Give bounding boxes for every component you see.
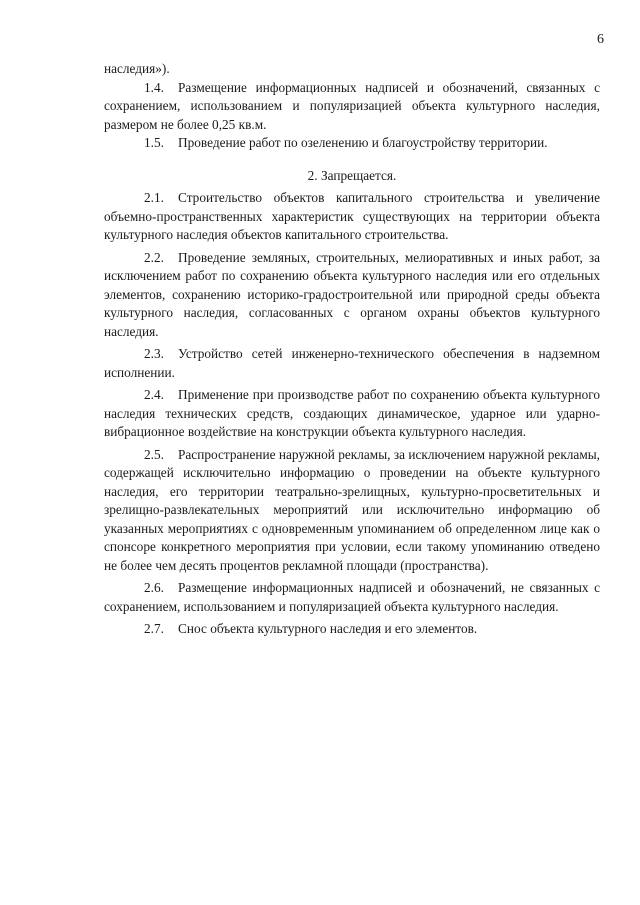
item-number: 1.5. (144, 135, 164, 150)
item-2-7 (104, 620, 600, 639)
item-text: Устройство сетей инженерно-технического обеспечения в надземном исполнении. (104, 346, 600, 380)
document-body (104, 60, 600, 639)
page-number: 6 (597, 32, 604, 47)
item-text: Применение при производстве работ по сохранению объекта культурного наследия технических средств, создающих динамическое, ударное или ударно-вибрационное воздействие на конструкции объекта культурного наследия. (104, 387, 600, 439)
item-text: Размещение информационных надписей и обозначений, связанных с сохранением, использованием и популяризацией объекта культурного наследия, размером не более 0,25 кв.м. (104, 79, 600, 132)
item-2-5 (104, 446, 600, 576)
top-fragment: наследия»). (104, 61, 170, 76)
item-number: 2.7. (144, 621, 164, 636)
item-text: Проведение работ по озеленению и благоустройству территории. (178, 135, 548, 150)
item-2-6 (104, 579, 600, 616)
item-1-5 (104, 134, 600, 153)
item-number: 2.3. (144, 346, 164, 361)
item-text: Снос объекта культурного наследия и его элементов. (178, 621, 478, 636)
item-2-3 (104, 345, 600, 382)
item-number: 2.5. (144, 446, 164, 462)
item-number: 1.4. (144, 79, 164, 95)
section-2-heading: 2. Запрещается. (307, 167, 397, 183)
item-number: 2.1. (144, 190, 164, 205)
item-2-4 (104, 386, 600, 442)
item-number: 2.6. (144, 580, 164, 595)
item-text: Проведение земляных, строительных, мелиоративных и иных работ, за исключением работ по сохранению объекта культурного наследия или его отдельных элементов, сохранению историко-градостроительной или природной среды объекта культурного наследия, согласованных с органом охраны объектов культурного наследия. (104, 249, 600, 339)
item-text: Распространение наружной рекламы, за исключением наружной рекламы, содержащей исключительно информацию о проведении на объекте культурного наследия, его территории театрально-зрелищных, культурно-просветительных и зрелищно-развлекательных мероприятий или исключительно информацию об указанных мероприятиях с одновременным упоминанием об определенном лице как о спонсоре конкретного мероприятия при условии, если такому упоминанию отведено не более чем десять процентов рекламной площади (пространства). (104, 446, 600, 573)
item-text: Строительство объектов капитального строительства и увеличение объемно-пространственных характеристик существующих на территории объекта культурного наследия объектов капитального строительства. (104, 190, 600, 242)
item-text: Размещение информационных надписей и обозначений, не связанных с сохранением, использованием и популяризацией объекта культурного наследия. (104, 580, 600, 614)
item-2-2 (104, 249, 600, 342)
item-number: 2.4. (144, 387, 164, 402)
item-2-1 (104, 189, 600, 245)
item-number: 2.2. (144, 249, 164, 265)
item-1-4 (104, 79, 600, 135)
